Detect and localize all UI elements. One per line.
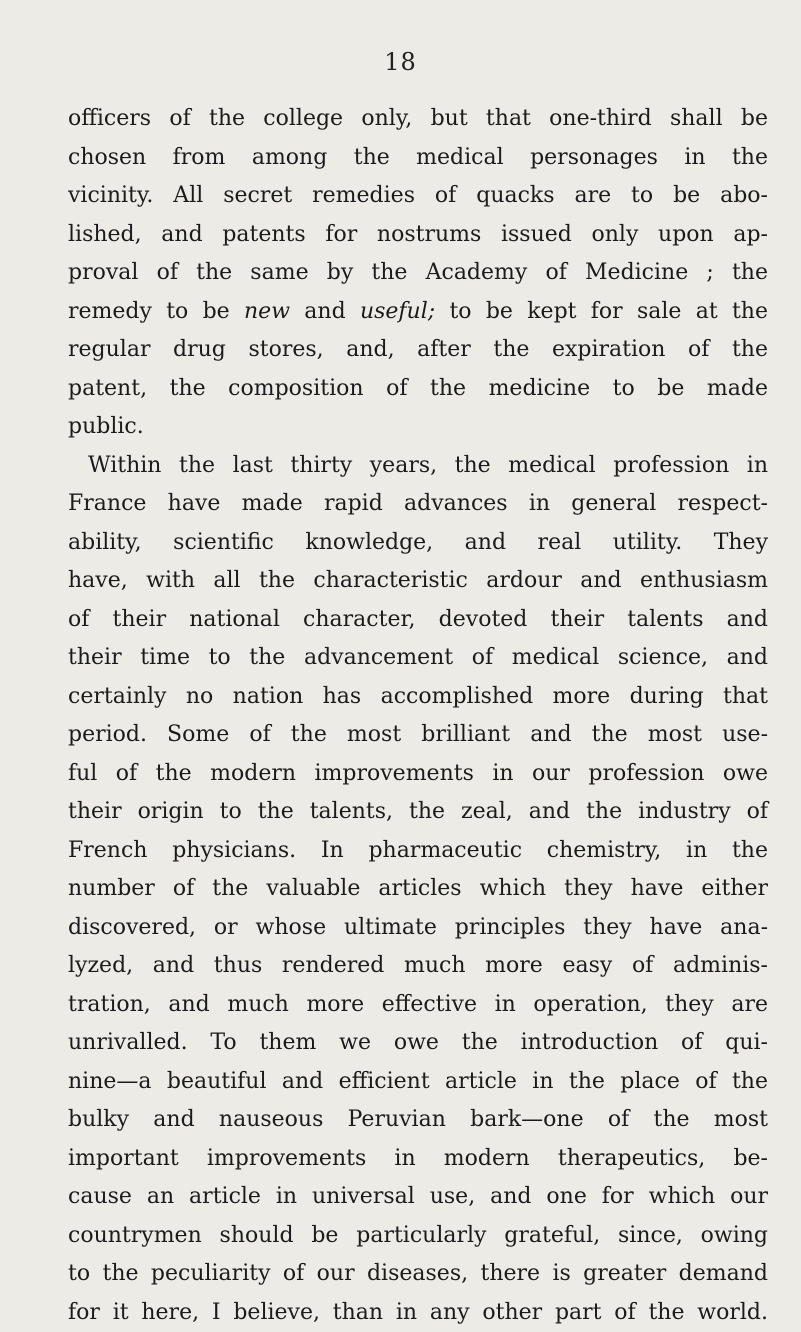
italic-word-useful: useful; xyxy=(360,299,435,324)
text-line: vicinity. All secret remedies of quacks are to be abo- xyxy=(68,177,768,216)
text-line: French physicians. In pharmaceutic chemistry, in the xyxy=(68,832,768,871)
italic-word-new: new xyxy=(244,299,290,324)
text-line: have, with all the characteristic ardour and enthusiasm xyxy=(68,562,768,601)
text-fragment: and xyxy=(290,299,360,324)
text-line: to the peculiarity of our diseases, there is greater demand xyxy=(68,1255,768,1294)
text-line: of their national character, devoted their talents and xyxy=(68,601,768,640)
text-fragment: remedy to be xyxy=(68,299,244,324)
text-line: patent, the composition of the medicine to be made xyxy=(68,370,768,409)
text-line: ability, scientific knowledge, and real utility. They xyxy=(68,524,768,563)
text-line: nine—a beautiful and efficient article in the place of the xyxy=(68,1063,768,1102)
text-line: officers of the college only, but that one-third shall be xyxy=(68,100,768,139)
text-line: bulky and nauseous Peruvian bark—one of the most xyxy=(68,1101,768,1140)
text-line: important improvements in modern therapeutics, be- xyxy=(68,1140,768,1179)
text-line: period. Some of the most brilliant and the most use- xyxy=(68,716,768,755)
text-line: proval of the same by the Academy of Medicine ; the xyxy=(68,254,768,293)
text-line: tration, and much more effective in operation, they are xyxy=(68,986,768,1025)
text-line: certainly no nation has accomplished more during that xyxy=(68,678,768,717)
text-fragment: to be kept for sale at the xyxy=(435,299,768,324)
text-line: number of the valuable articles which they have either xyxy=(68,870,768,909)
text-line: ful of the modern improvements in our profession owe xyxy=(68,755,768,794)
text-line: their origin to the talents, the zeal, and the industry of xyxy=(68,793,768,832)
text-line: unrivalled. To them we owe the introduction of qui- xyxy=(68,1024,768,1063)
paragraph-end-line: public. xyxy=(68,408,768,447)
text-line: discovered, or whose ultimate principles they have ana- xyxy=(68,909,768,948)
body-text xyxy=(68,100,768,1332)
text-line: countrymen should be particularly grateful, since, owing xyxy=(68,1217,768,1256)
text-line: regular drug stores, and, after the expiration of the xyxy=(68,331,768,370)
text-line: their time to the advancement of medical science, and xyxy=(68,639,768,678)
text-line: France have made rapid advances in general respect- xyxy=(68,485,768,524)
text-line: cause an article in universal use, and one for which our xyxy=(68,1178,768,1217)
text-line: lyzed, and thus rendered much more easy of adminis- xyxy=(68,947,768,986)
text-line: lished, and patents for nostrums issued only upon ap- xyxy=(68,216,768,255)
text-line: for it here, I believe, than in any other part of the world. xyxy=(68,1294,768,1332)
text-line-with-italics xyxy=(68,293,768,332)
text-line: chosen from among the medical personages in the xyxy=(68,139,768,178)
page-number: 18 xyxy=(0,48,801,76)
paragraph-start-line: Within the last thirty years, the medical profession in xyxy=(68,447,768,486)
